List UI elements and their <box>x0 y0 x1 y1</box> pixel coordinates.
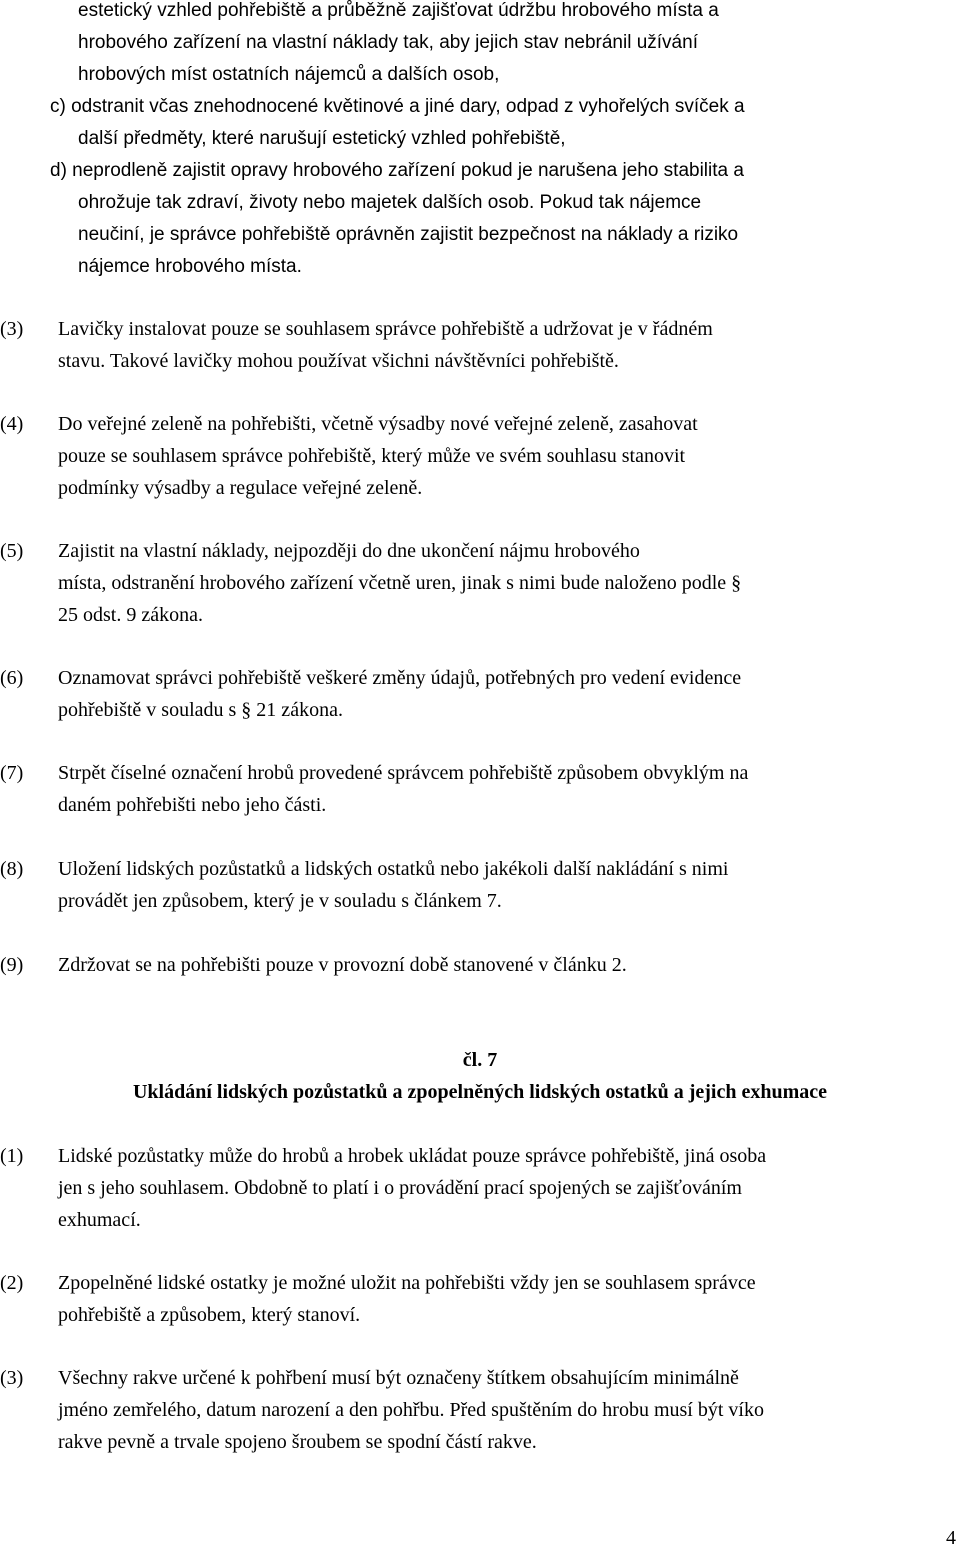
continuation-line: hrobových míst ostatních nájemců a dalších osob, <box>78 64 500 85</box>
paragraph-number: (5) <box>0 540 24 562</box>
paragraph-number: (9) <box>0 954 24 976</box>
paragraph-line: Všechny rakve určené k pohřbení musí být označeny štítkem obsahujícím minimálně <box>58 1367 739 1389</box>
item-d-line: d) neprodleně zajistit opravy hrobového zařízení pokud je narušena jeho stabilita a <box>50 160 744 181</box>
paragraph-line: Zajistit na vlastní náklady, nejpozději do dne ukončení nájmu hrobového <box>58 540 640 562</box>
paragraph-line: podmínky výsadby a regulace veřejné zeleně. <box>58 477 423 499</box>
paragraph-line: Strpět číselné označení hrobů provedené správcem pohřebiště způsobem obvyklým na <box>58 762 749 784</box>
paragraph-number: (6) <box>0 667 24 689</box>
paragraph-number: (8) <box>0 858 24 880</box>
paragraph-line: pohřebiště a způsobem, který stanoví. <box>58 1304 361 1326</box>
paragraph-line: Lidské pozůstatky může do hrobů a hrobek ukládat pouze správce pohřebiště, jiná osoba <box>58 1145 767 1167</box>
paragraph-number: (2) <box>0 1272 24 1294</box>
paragraph-line: daném pohřebišti nebo jeho části. <box>58 794 327 816</box>
paragraph-line: Zdržovat se na pohřebišti pouze v provozní době stanovené v článku 2. <box>58 954 627 976</box>
paragraph-line: Lavičky instalovat pouze se souhlasem správce pohřebiště a udržovat je v řádném <box>58 318 713 340</box>
paragraph-line: rakve pevně a trvale spojeno šroubem se spodní částí rakve. <box>58 1431 537 1453</box>
paragraph-line: místa, odstranění hrobového zařízení včetně uren, jinak s nimi bude naloženo podle § <box>58 572 742 594</box>
page-number: 4 <box>946 1527 956 1549</box>
article-title: Ukládání lidských pozůstatků a zpopelněných lidských ostatků a jejich exhumace <box>132 1081 827 1103</box>
paragraph-line: Uložení lidských pozůstatků a lidských ostatků nebo jakékoli další nakládání s nimi <box>58 858 729 880</box>
item-c-line: c) odstranit včas znehodnocené květinové a jiné dary, odpad z vyhořelých svíček a <box>50 96 745 117</box>
continuation-line: hrobového zařízení na vlastní náklady tak, aby jejich stav nebránil užívání <box>78 32 698 53</box>
paragraph-number: (7) <box>0 762 24 784</box>
continuation-line: estetický vzhled pohřebiště a průběžně zajišťovat údržbu hrobového místa a <box>78 0 719 21</box>
paragraph-line: jméno zemřelého, datum narození a den pohřbu. Před spuštěním do hrobu musí být víko <box>58 1399 764 1421</box>
paragraph-line: exhumací. <box>58 1209 141 1231</box>
paragraph-number: (3) <box>0 1367 24 1389</box>
paragraph-line: Oznamovat správci pohřebiště veškeré změny údajů, potřebných pro vedení evidence <box>58 667 742 689</box>
item-d-line: nájemce hrobového místa. <box>78 256 302 277</box>
paragraph-number: (3) <box>0 318 24 340</box>
paragraph-number: (1) <box>0 1145 24 1167</box>
item-c-line: další předměty, které narušují estetický vzhled pohřebiště, <box>78 128 566 149</box>
paragraph-line: provádět jen způsobem, který je v souladu s článkem 7. <box>58 890 502 912</box>
paragraph-line: pouze se souhlasem správce pohřebiště, který může ve svém souhlasu stanovit <box>58 445 686 467</box>
paragraph-line: 25 odst. 9 zákona. <box>58 604 203 626</box>
paragraph-line: pohřebiště v souladu s § 21 zákona. <box>58 699 343 721</box>
continuation-text <box>50 0 938 283</box>
article-number: čl. 7 <box>462 1049 498 1071</box>
paragraph-line: Zpopelněné lidské ostatky je možné uložit na pohřebišti vždy jen se souhlasem správce <box>58 1272 756 1294</box>
item-d-line: ohrožuje tak zdraví, životy nebo majetek dalších osob. Pokud tak nájemce <box>78 192 702 213</box>
paragraph-line: Do veřejné zeleně na pohřebišti, včetně výsadby nové veřejné zeleně, zasahovat <box>58 413 698 435</box>
paragraph-line: jen s jeho souhlasem. Obdobně to platí i o provádění prací spojených se zajišťováním <box>58 1177 742 1199</box>
paragraph-number: (4) <box>0 413 24 435</box>
item-d-line: neučiní, je správce pohřebiště oprávněn zajistit bezpečnost na náklady a riziko <box>78 224 739 245</box>
paragraph-line: stavu. Takové lavičky mohou používat všichni návštěvníci pohřebiště. <box>58 350 619 372</box>
